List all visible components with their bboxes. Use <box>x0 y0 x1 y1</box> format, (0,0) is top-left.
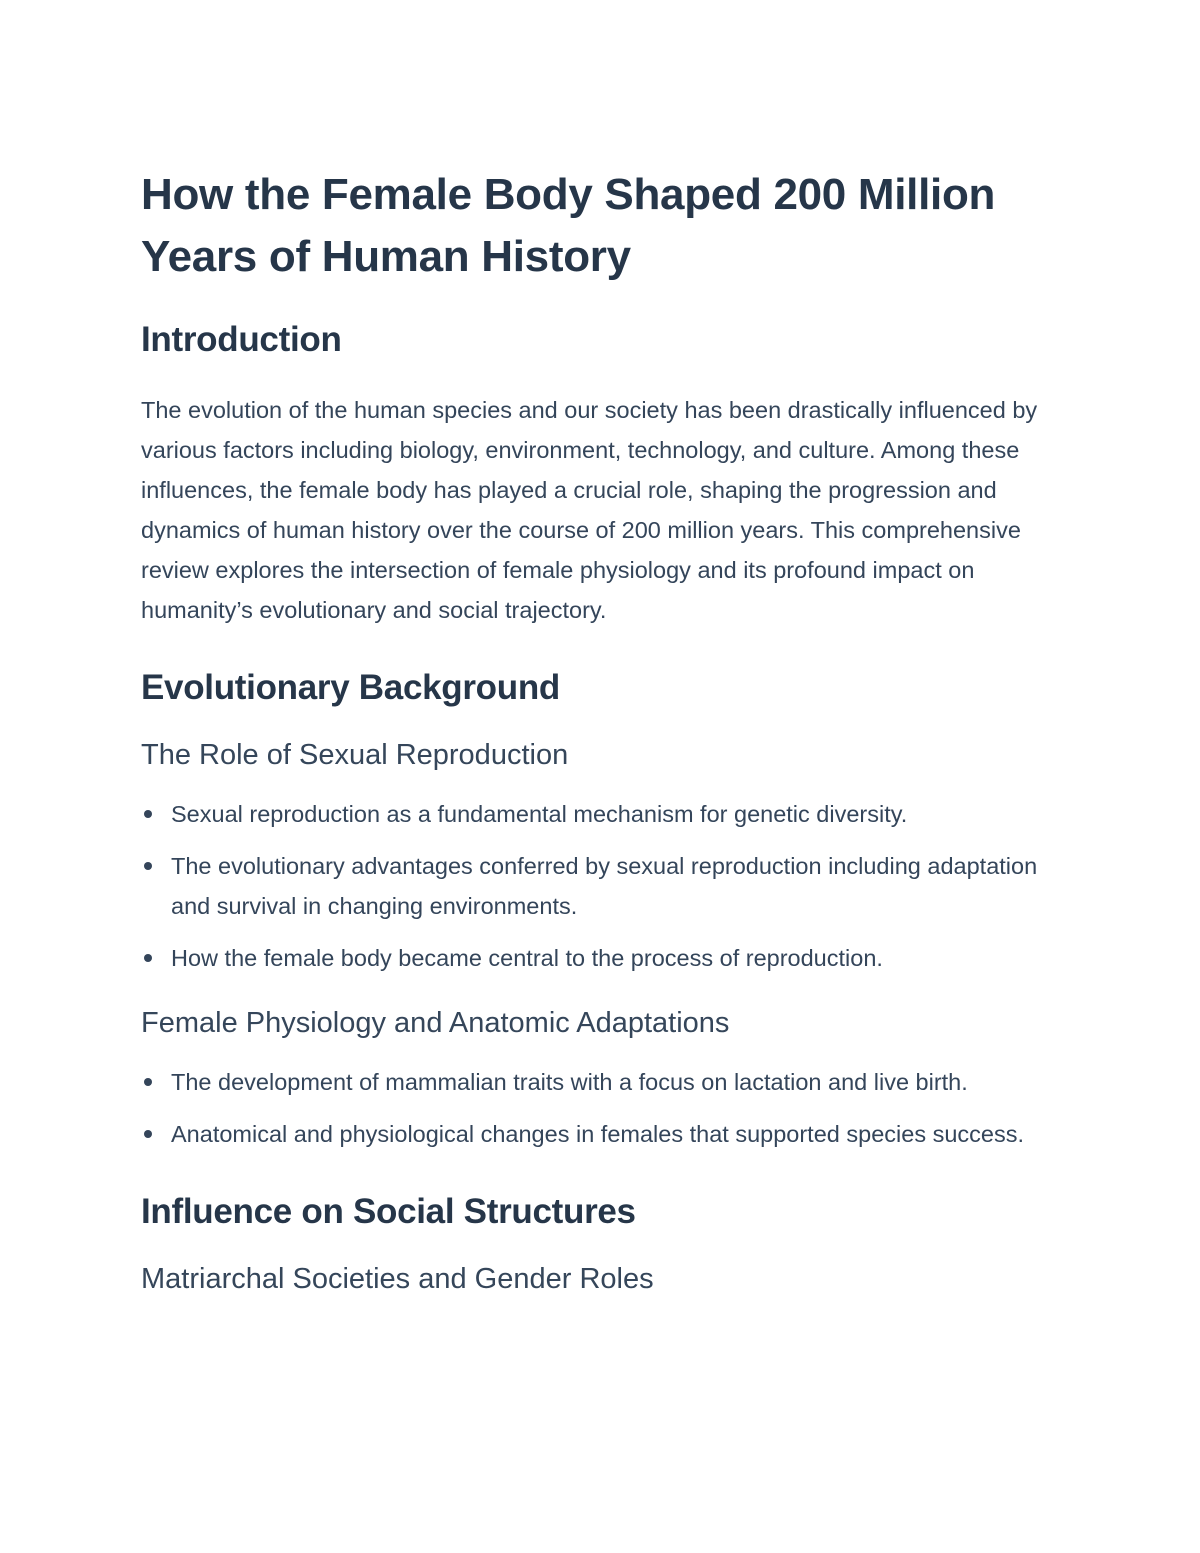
bullet-dot-icon <box>144 1130 152 1138</box>
section-heading-social-structures: Influence on Social Structures <box>141 1192 636 1231</box>
list-item <box>141 938 1071 978</box>
bullet-dot-icon <box>144 810 152 818</box>
bullet-dot-icon <box>144 1078 152 1086</box>
list-item-text: The evolutionary advantages conferred by sexual reproduction including adaptation and survival in changing environments. <box>171 853 1038 919</box>
bullet-dot-icon <box>144 954 152 962</box>
list-item <box>141 846 1071 926</box>
introduction-paragraph: The evolution of the human species and our society has been drastically influenced by various factors including biology, environment, technology, and culture. Among these influences, the female body has played a crucial role, shaping the progression and dynamics of human history over the course of 200 million years. This comprehensive review explores the intersection of female physiology and its profound impact on humanity’s evolutionary and social trajectory. <box>141 397 1038 623</box>
list-item-text: How the female body became central to the process of reproduction. <box>171 945 883 971</box>
subsection-heading-sexual-reproduction: The Role of Sexual Reproduction <box>141 739 569 771</box>
section-heading-introduction: Introduction <box>141 320 342 359</box>
list-item <box>141 794 1071 834</box>
bullet-list-sexual-reproduction <box>141 794 1071 978</box>
subsection-heading-female-physiology: Female Physiology and Anatomic Adaptations <box>141 1007 730 1039</box>
section-heading-evolutionary-background: Evolutionary Background <box>141 668 560 707</box>
bullet-dot-icon <box>144 862 152 870</box>
document-title: How the Female Body Shaped 200 Million Years of Human History <box>141 170 996 281</box>
list-item <box>141 1062 1071 1102</box>
list-item <box>141 1114 1071 1154</box>
bullet-list-female-physiology <box>141 1062 1071 1154</box>
document-page <box>141 164 1071 1298</box>
list-item-text: Sexual reproduction as a fundamental mechanism for genetic diversity. <box>171 801 908 827</box>
list-item-text: The development of mammalian traits with a focus on lactation and live birth. <box>171 1069 968 1095</box>
list-item-text: Anatomical and physiological changes in females that supported species success. <box>171 1121 1025 1147</box>
subsection-heading-matriarchal-societies: Matriarchal Societies and Gender Roles <box>141 1263 654 1295</box>
